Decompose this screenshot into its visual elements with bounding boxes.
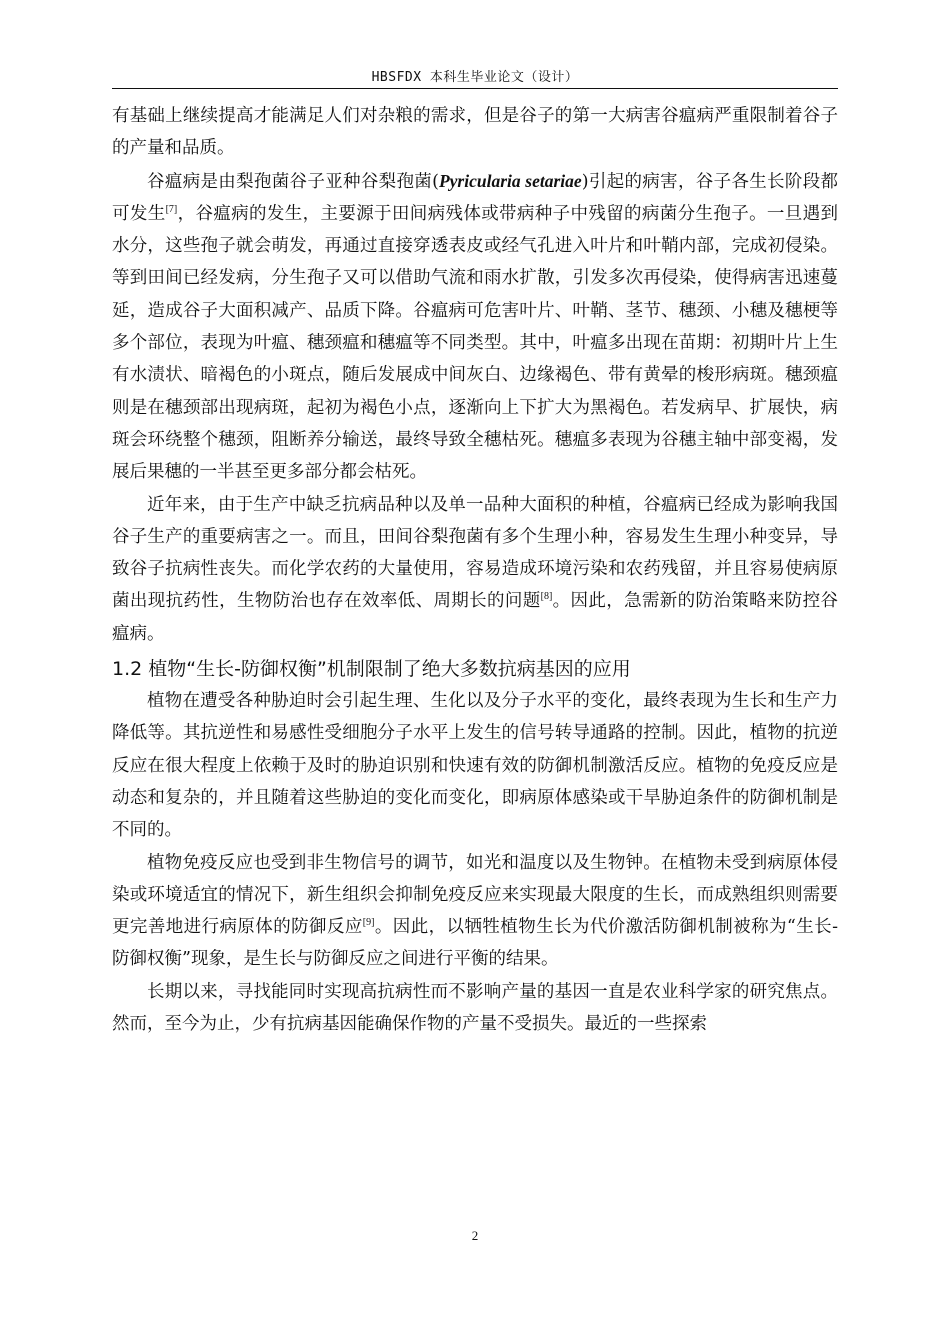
page-header: HBSFDX 本科生毕业论文（设计） [371,70,579,85]
paragraph-immune-regulation: 植物免疫反应也受到非生物信号的调节，如光和温度以及生物钟。在植物未受到病原体侵染或环境适宜的情况下，新生组织会抑制免疫反应来实现最大限度的生长，而成熟组织则需要更完善地进行病原体的防御反应[9]。因此，以牺牲植物生长为代价激活防御机制被称为“生长-防御权衡”现象，是生长与防御反应之间进行平衡的结果。 [112,852,839,970]
paragraph-long-term-search: 长期以来，寻找能同时实现高抗病性而不影响产量的基因一直是农业科学家的研究焦点。然而，至今为止，少有抗病基因能确保作物的产量不受损失。最近的一些探索 [112,981,838,1035]
citation-ref: [8] [540,591,553,603]
paragraph-stress-response: 植物在遭受各种胁迫时会引起生理、生化以及分子水平的变化，最终表现为生长和生产力降低等。其抗逆性和易感性受细胞分子水平上发生的信号转导通路的控制。因此，植物的抗逆反应在很大程度上依赖于及时的胁迫识别和快速有效的防御机制激活反应。植物的免疫反应是动态和复杂的，并且随着这些胁迫的变化而变化，即病原体感染或干旱胁迫条件的防御机制是不同的。 [112,691,838,841]
paragraph-blast-disease: 谷瘟病是由梨孢菌谷子亚种谷梨孢菌(Pyricularia setariae)引起的病害，谷子各生长阶段都可发生[7]，谷瘟病的发生，主要源于田间病残体或带病种子中残留的病菌分生孢子。一旦遇到水分，这些孢子就会萌发，再通过直接穿透表皮或经气孔进入叶片和叶鞘内部，完成初侵染。等到田间已经发病，分生孢子又可以借助气流和雨水扩散，引发多次再侵染，使得病害迅速蔓延，造成谷子大面积减产、品质下降。谷瘟病可危害叶片、叶鞘、茎节、穗颈、小穗及穗梗等多个部位，表现为叶瘟、穗颈瘟和穗瘟等不同类型。其中，叶瘟多出现在苗期：初期叶片上生有水渍状、暗褐色的小斑点，随后发展成中间灰白、边缘褐色、带有黄晕的梭形病斑。穗颈瘟则是在穗颈部出现病斑，起初为褐色小点，逐渐向上下扩大为黑褐色。若发病早、扩展快，病斑会环绕整个穗颈，阻断养分输送，最终导致全穗枯死。穗瘟多表现为谷穗主轴中部变褐，发展后果穗的一半甚至更多部分都会枯死。 [112,170,839,483]
citation-ref: [7] [165,204,178,216]
species-name: Pyricularia setariae [438,170,582,191]
section-heading: 1.2 植物“生长-防御权衡”机制限制了绝大多数抗病基因的应用 [112,658,631,681]
citation-ref: [9] [362,917,375,929]
page-number: 2 [471,1228,479,1243]
paragraph-continuation: 有基础上继续提高才能满足人们对杂粮的需求，但是谷子的第一大病害谷瘟病严重限制着谷子的产量和品质。 [112,106,838,159]
paragraph-recent-years: 近年来，由于生产中缺乏抗病品种以及单一品种大面积的种植，谷瘟病已经成为影响我国谷子生产的重要病害之一。而且，田间谷梨孢菌有多个生理小种，容易发生生理小种变异，导致谷子抗病性丧失。而化学农药的大量使用，容易造成环境污染和农药残留，并且容易使病原菌出现抗药性，生物防治也存在效率低、周期长的问题[8]。因此，急需新的防治策略来防控谷瘟病。 [112,494,839,644]
header-rule [112,88,838,89]
document-body [112,100,838,1040]
